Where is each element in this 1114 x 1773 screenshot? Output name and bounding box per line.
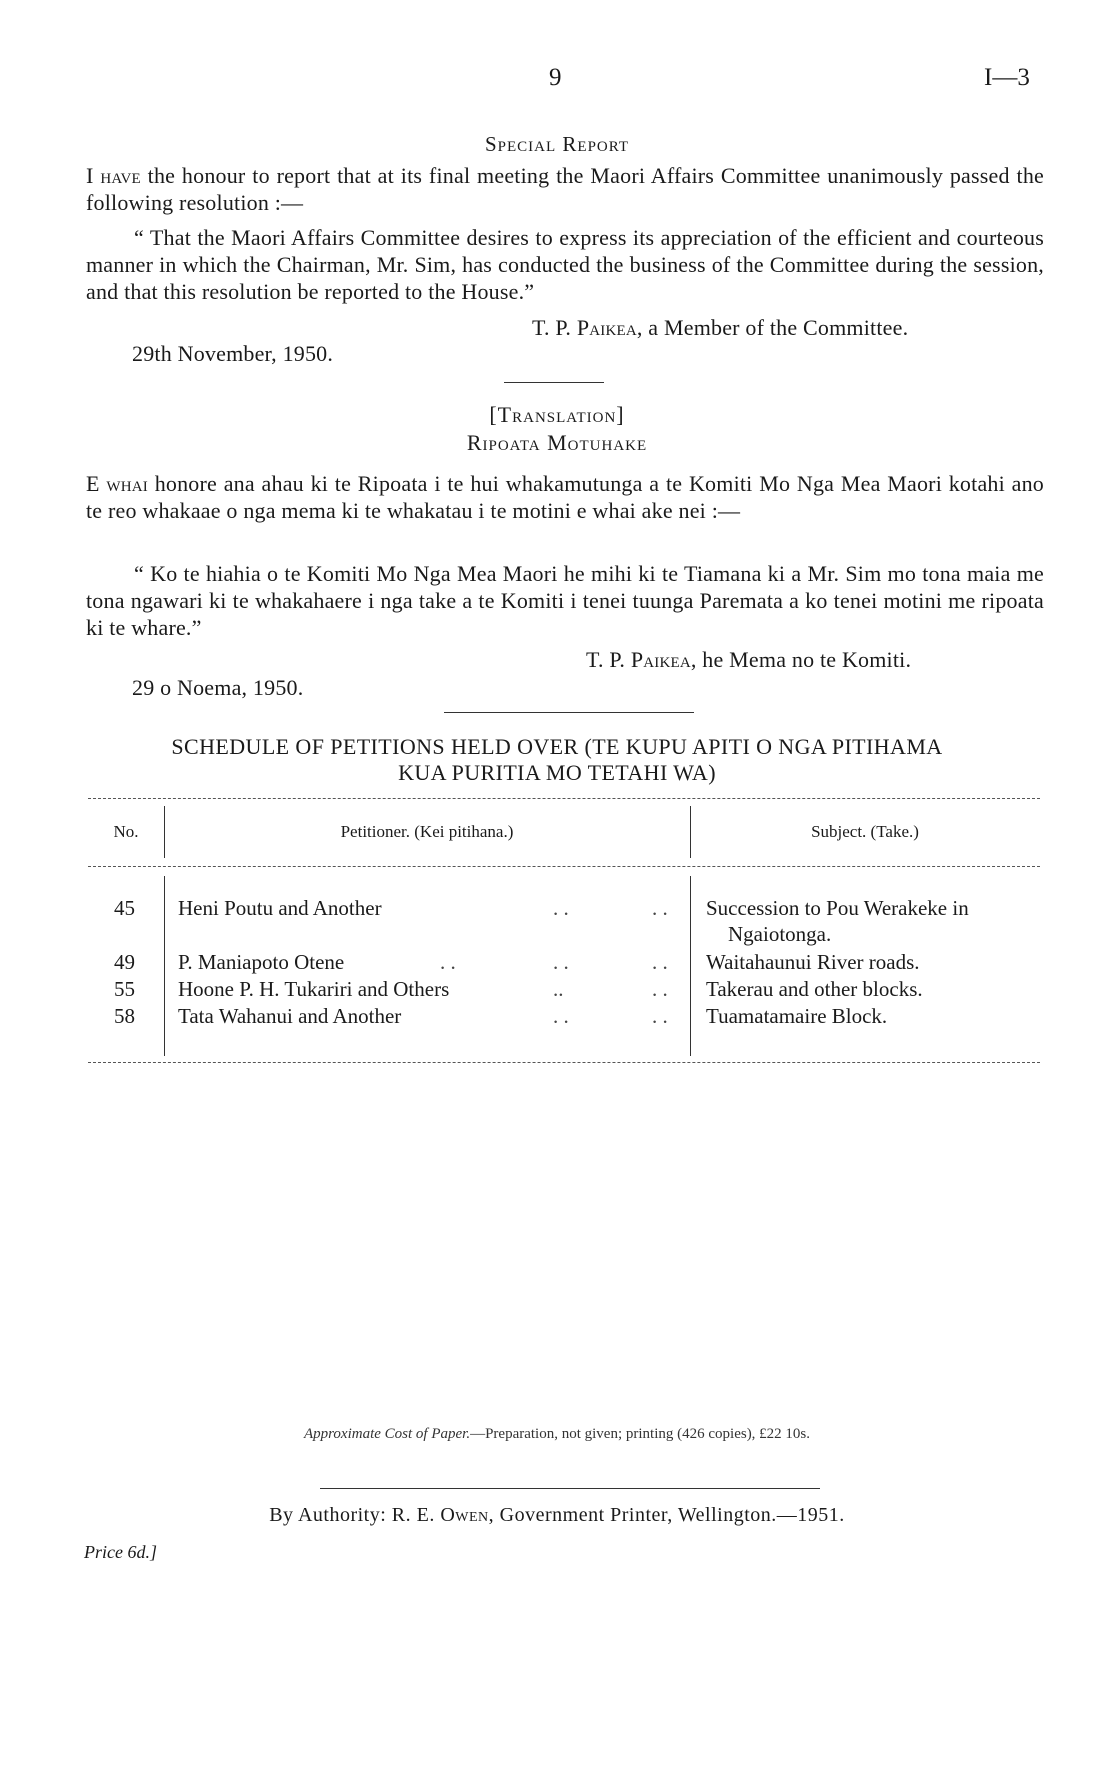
page-number: 9	[549, 64, 562, 91]
table-header-rule	[88, 866, 1040, 867]
special-report-title: Special Report	[484, 132, 630, 156]
petition-subject-continuation: Ngaiotonga.	[728, 922, 832, 946]
table-row	[0, 977, 1114, 1004]
printer-authority	[0, 1504, 1114, 1527]
authority-details: , Government Printer, Wellington.—1951.	[488, 1504, 845, 1526]
translation-opening-text: honore ana ahau ki te Ripoata i te hui whakamutunga a te Komiti Mo Nga Mea Maori kotahi ano te reo whakaae o nga mema ki te whakatau i te motini e whai ake nei :—	[86, 471, 1044, 523]
petitioner-name: Tata Wahanui and Another	[178, 1004, 402, 1028]
report-opening-caps: I have	[86, 163, 141, 188]
petitioner-name: Hoone P. H. Tukariri and Others	[178, 977, 450, 1001]
translation-signature-initials: T. P.	[586, 647, 631, 672]
special-report-date: 29th November, 1950.	[132, 341, 334, 366]
column-header-petitioner: Petitioner. (Kei pitihana.)	[340, 822, 514, 841]
footer-rule	[320, 1488, 820, 1489]
table-row-continuation	[0, 922, 1114, 949]
paper-reference: I—3	[984, 64, 1030, 91]
dot-leader: ..	[553, 977, 564, 1001]
translation-signature-role: , he Mema no te Komiti.	[690, 647, 912, 672]
petitioner-name: Heni Poutu and Another	[178, 896, 382, 920]
translation-opening-caps: E whai	[86, 471, 148, 496]
dot-leader: . .	[440, 950, 456, 974]
column-header-subject: Subject. (Take.)	[811, 822, 919, 841]
dot-leader: . .	[652, 950, 668, 974]
dot-leader: . .	[553, 896, 569, 920]
dot-leader: . .	[553, 950, 569, 974]
report-opening-text: the honour to report that at its final meeting the Maori Affairs Committee unanimously passed the following resolution :—	[86, 163, 1044, 215]
dot-leader: . .	[652, 977, 668, 1001]
cost-of-paper-note	[0, 1426, 1114, 1443]
signature-name: Paikea	[576, 315, 637, 340]
cost-label: Approximate Cost of Paper.	[303, 1426, 471, 1442]
signature-role: , a Member of the Committee.	[636, 315, 909, 340]
schedule-title-line-2: KUA PURITIA MO TETAHI WA)	[398, 760, 716, 785]
column-header-no: No.	[113, 822, 139, 841]
petition-subject: Succession to Pou Werakeke in	[706, 896, 969, 920]
petition-subject: Tuamatamaire Block.	[706, 1004, 888, 1028]
table-row	[0, 1004, 1114, 1031]
petition-number: 58	[114, 1004, 135, 1028]
petition-number: 55	[114, 977, 135, 1001]
translation-title: Ripoata Motuhake	[466, 430, 648, 455]
petition-number: 49	[114, 950, 135, 974]
printer-name: Owen	[440, 1504, 489, 1526]
signature-initials: T. P.	[532, 315, 577, 340]
special-report-paragraph	[86, 162, 1044, 216]
petition-number: 45	[114, 896, 135, 920]
special-report-signature	[532, 314, 908, 341]
translation-signature	[586, 646, 911, 673]
dot-leader: . .	[553, 1004, 569, 1028]
table-row	[0, 950, 1114, 977]
special-report-resolution: “ That the Maori Affairs Committee desires to express its appreciation of the efficient and courteous manner in which the Chairman, Mr. Sim, has conducted the business of the Committee during the session, and that this resolution be reported to the House.”	[86, 225, 1044, 304]
table-bottom-rule	[88, 1062, 1040, 1063]
dot-leader: . .	[652, 1004, 668, 1028]
translation-signature-name: Paikea	[630, 647, 691, 672]
petition-subject: Takerau and other blocks.	[706, 977, 923, 1001]
price: Price 6d.]	[84, 1542, 157, 1562]
translation-label: [Translation]	[489, 402, 625, 427]
authority-prefix: By Authority: R. E.	[269, 1504, 441, 1526]
schedule-title-line-1: SCHEDULE OF PETITIONS HELD OVER (TE KUPU APITI O NGA PITIHAMA	[171, 734, 943, 759]
table-top-rule	[88, 798, 1040, 799]
translation-resolution: “ Ko te hiahia o te Komiti Mo Nga Mea Maori he mihi ki te Tiamana ki a Mr. Sim mo tona maia me tona ngawari ki te whakahaere i nga take a te Komiti i tenei tuunga Paremata a ko tenei motini me ripoata ki te whare.”	[86, 561, 1044, 640]
translation-date: 29 o Noema, 1950.	[132, 675, 304, 700]
translation-paragraph	[86, 470, 1044, 524]
divider-rule	[504, 382, 604, 383]
petitioner-name: P. Maniapoto Otene	[178, 950, 345, 974]
dot-leader: . .	[652, 896, 668, 920]
cost-details: —Preparation, not given; printing (426 copies), £22 10s.	[470, 1426, 811, 1442]
petition-subject: Waitahaunui River roads.	[706, 950, 920, 974]
table-row	[0, 896, 1114, 923]
divider-rule	[444, 712, 694, 713]
